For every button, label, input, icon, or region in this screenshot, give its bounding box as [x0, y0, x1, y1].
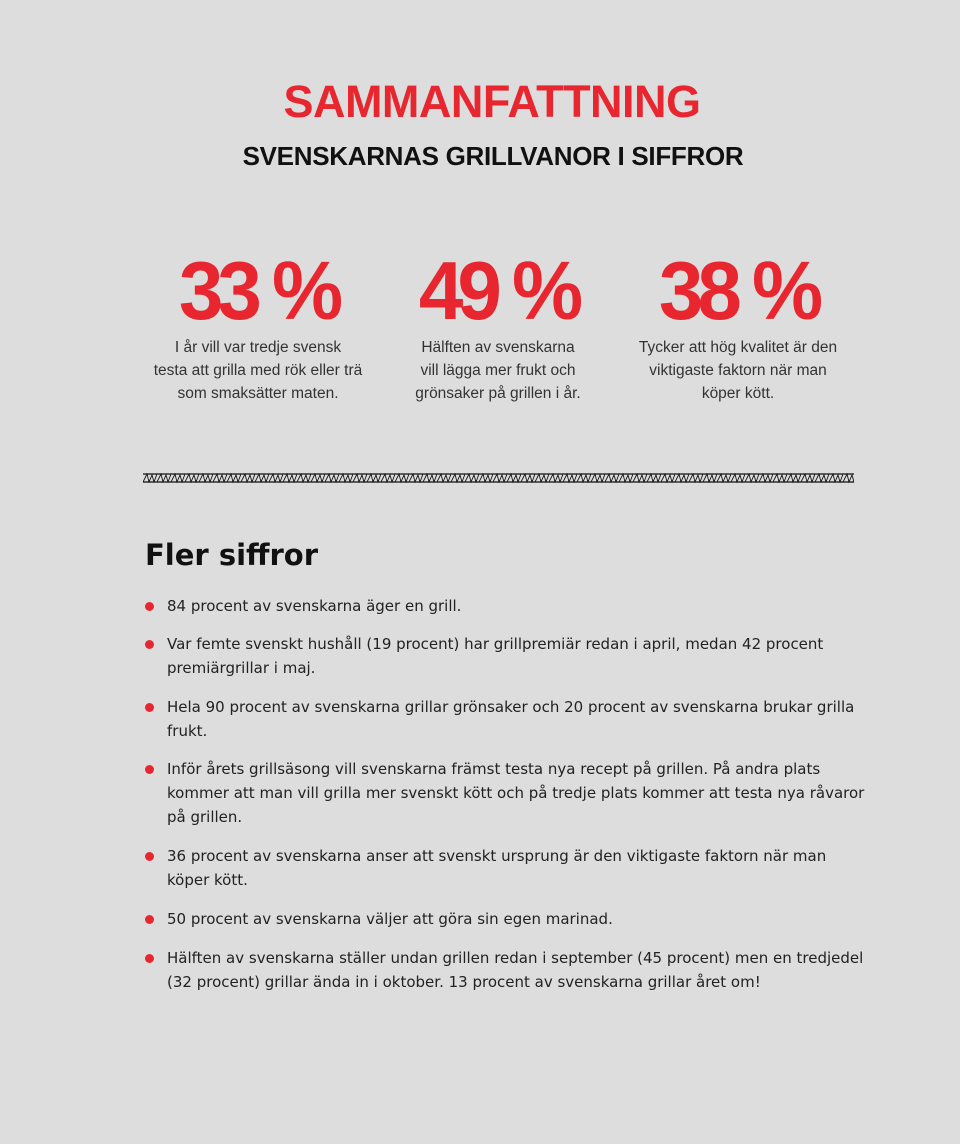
- page-title: SAMMANFATTNING: [283, 76, 701, 127]
- bullet-text: på grillen.: [167, 808, 243, 826]
- stat-desc-line: som smaksätter maten.: [177, 385, 339, 402]
- bullet-dot-icon: [145, 765, 154, 774]
- bullet-text: premiärgrillar i maj.: [167, 659, 316, 677]
- scribble-divider: [143, 472, 854, 484]
- bullet-list: [145, 594, 865, 994]
- list-item: [145, 632, 865, 680]
- bullet-text: 84 procent av svenskarna äger en grill.: [167, 597, 462, 615]
- list-item: [145, 594, 865, 618]
- stat-value: 49 %: [418, 244, 578, 337]
- stat-desc-line: köper kött.: [701, 385, 775, 402]
- bullet-dot-icon: [145, 602, 154, 611]
- stat-desc-line: I år vill var tredje svensk: [174, 339, 342, 356]
- stat-desc-line: viktigaste faktorn när man: [649, 362, 827, 379]
- stat-desc-line: grönsaker på grillen i år.: [415, 385, 581, 402]
- stat-desc-line: vill lägga mer frukt och: [420, 362, 576, 379]
- page-subtitle: SVENSKARNAS GRILLVANOR I SIFFROR: [242, 141, 744, 171]
- stat-desc-line: Tycker att hög kvalitet är den: [638, 339, 838, 356]
- stat-description: [138, 336, 378, 405]
- bullet-dot-icon: [145, 852, 154, 861]
- bullet-dot-icon: [145, 640, 154, 649]
- bullet-text: kommer att man vill grilla mer svenskt kött och på tredje plats kommer att testa nya råvaror: [167, 784, 865, 802]
- stat-desc-line: Hälften av svenskarna: [421, 339, 575, 356]
- bullet-text: 36 procent av svenskarna anser att svenskt ursprung är den viktigaste faktorn när man köper kött.: [167, 847, 827, 889]
- list-item: [145, 844, 865, 892]
- stat-description: [378, 336, 618, 405]
- bullet-dot-icon: [145, 915, 154, 924]
- bullet-dot-icon: [145, 954, 154, 963]
- list-item: [145, 757, 865, 829]
- list-item: [145, 695, 865, 743]
- list-item: [145, 946, 865, 994]
- bullet-dot-icon: [145, 703, 154, 712]
- stat-block: [378, 244, 618, 405]
- stat-value: 38 %: [658, 244, 818, 337]
- stat-block: [138, 244, 378, 405]
- bullet-text: Hela 90 procent av svenskarna grillar grönsaker och 20 procent av svenskarna brukar grilla frukt.: [167, 698, 855, 740]
- list-item: [145, 907, 865, 931]
- stat-description: [618, 336, 858, 405]
- section-title: Fler siffror: [145, 538, 319, 572]
- bullet-text: 50 procent av svenskarna väljer att göra sin egen marinad.: [167, 910, 613, 928]
- bullet-text: Var femte svenskt hushåll (19 procent) har grillpremiär redan i april, medan 42 procent: [167, 635, 824, 653]
- stat-block: [618, 244, 858, 405]
- bullet-text: Inför årets grillsäsong vill svenskarna främst testa nya recept på grillen. På andra plats: [167, 760, 821, 778]
- bullet-text: (32 procent) grillar ända in i oktober. 13 procent av svenskarna grillar året om!: [167, 973, 761, 991]
- stat-desc-line: testa att grilla med rök eller trä: [153, 362, 363, 379]
- bullet-text: Hälften av svenskarna ställer undan grillen redan i september (45 procent) men en tredjedel: [167, 949, 864, 967]
- stat-value: 33 %: [178, 244, 338, 337]
